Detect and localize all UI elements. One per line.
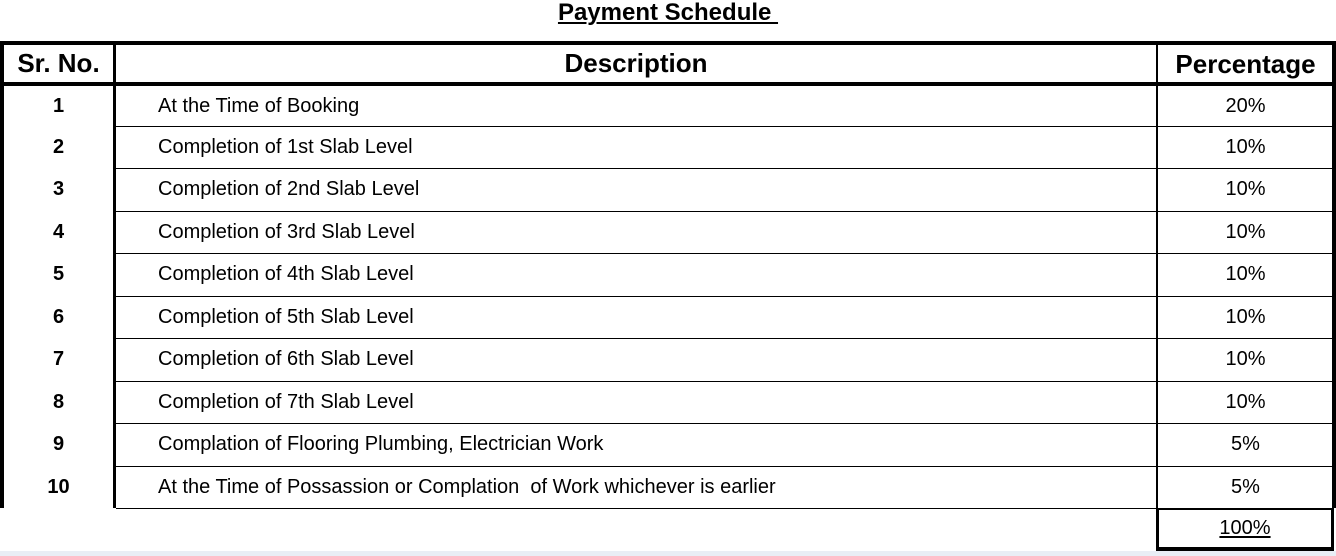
row-percentage: 10% <box>1225 263 1266 285</box>
row-sr-no: 3 <box>52 178 65 200</box>
page-bottom-band <box>0 551 1336 556</box>
row-description: Completion of 3rd Slab Level <box>158 220 415 243</box>
total-box-right <box>1331 508 1334 551</box>
row-percentage: 10% <box>1225 178 1266 200</box>
table-top-border <box>0 41 1336 45</box>
row-sr-no: 8 <box>52 390 65 413</box>
total-percentage-cell <box>1159 510 1331 547</box>
row-sr-no: 4 <box>52 220 65 243</box>
row-description: At the Time of Possassion or Complation of Work whichever is earlier <box>158 475 776 498</box>
row-sr-no: 5 <box>52 263 65 285</box>
column-header-percentage: Percentage <box>1175 49 1316 79</box>
row-percentage: 5% <box>1231 433 1260 455</box>
table-bottom-border <box>116 508 1156 509</box>
row-sr-no: 10 <box>47 475 70 498</box>
row-percentage: 10% <box>1225 390 1266 413</box>
row-sr-no: 1 <box>52 94 65 117</box>
page-title-text: Payment Schedule <box>557 0 779 26</box>
row-sr-no: 2 <box>52 135 65 158</box>
row-description: Complation of Flooring Plumbing, Electrician Work <box>158 433 604 455</box>
total-percentage: 100% <box>1219 517 1271 539</box>
row-description: Completion of 5th Slab Level <box>158 305 414 328</box>
row-description: Completion of 7th Slab Level <box>158 390 414 413</box>
row-percentage: 10% <box>1225 220 1266 243</box>
row-description: Completion of 1st Slab Level <box>158 135 413 158</box>
row-percentage: 10% <box>1225 348 1266 370</box>
row-percentage: 20% <box>1225 94 1266 117</box>
row-percentage: 10% <box>1225 135 1266 158</box>
row-description: Completion of 6th Slab Level <box>158 348 414 370</box>
row-percentage: 5% <box>1231 475 1260 498</box>
row-description: Completion of 4th Slab Level <box>158 263 414 285</box>
row-sr-no: 6 <box>52 305 65 328</box>
row-sr-no: 7 <box>52 348 65 370</box>
column-header-description: Description <box>564 47 708 78</box>
row-description: Completion of 2nd Slab Level <box>158 178 420 200</box>
row-percentage: 10% <box>1225 305 1266 328</box>
row-sr-no: 9 <box>52 433 65 455</box>
column-header-sr-no: Sr. No. <box>17 47 100 78</box>
row-description: At the Time of Booking <box>158 94 360 117</box>
